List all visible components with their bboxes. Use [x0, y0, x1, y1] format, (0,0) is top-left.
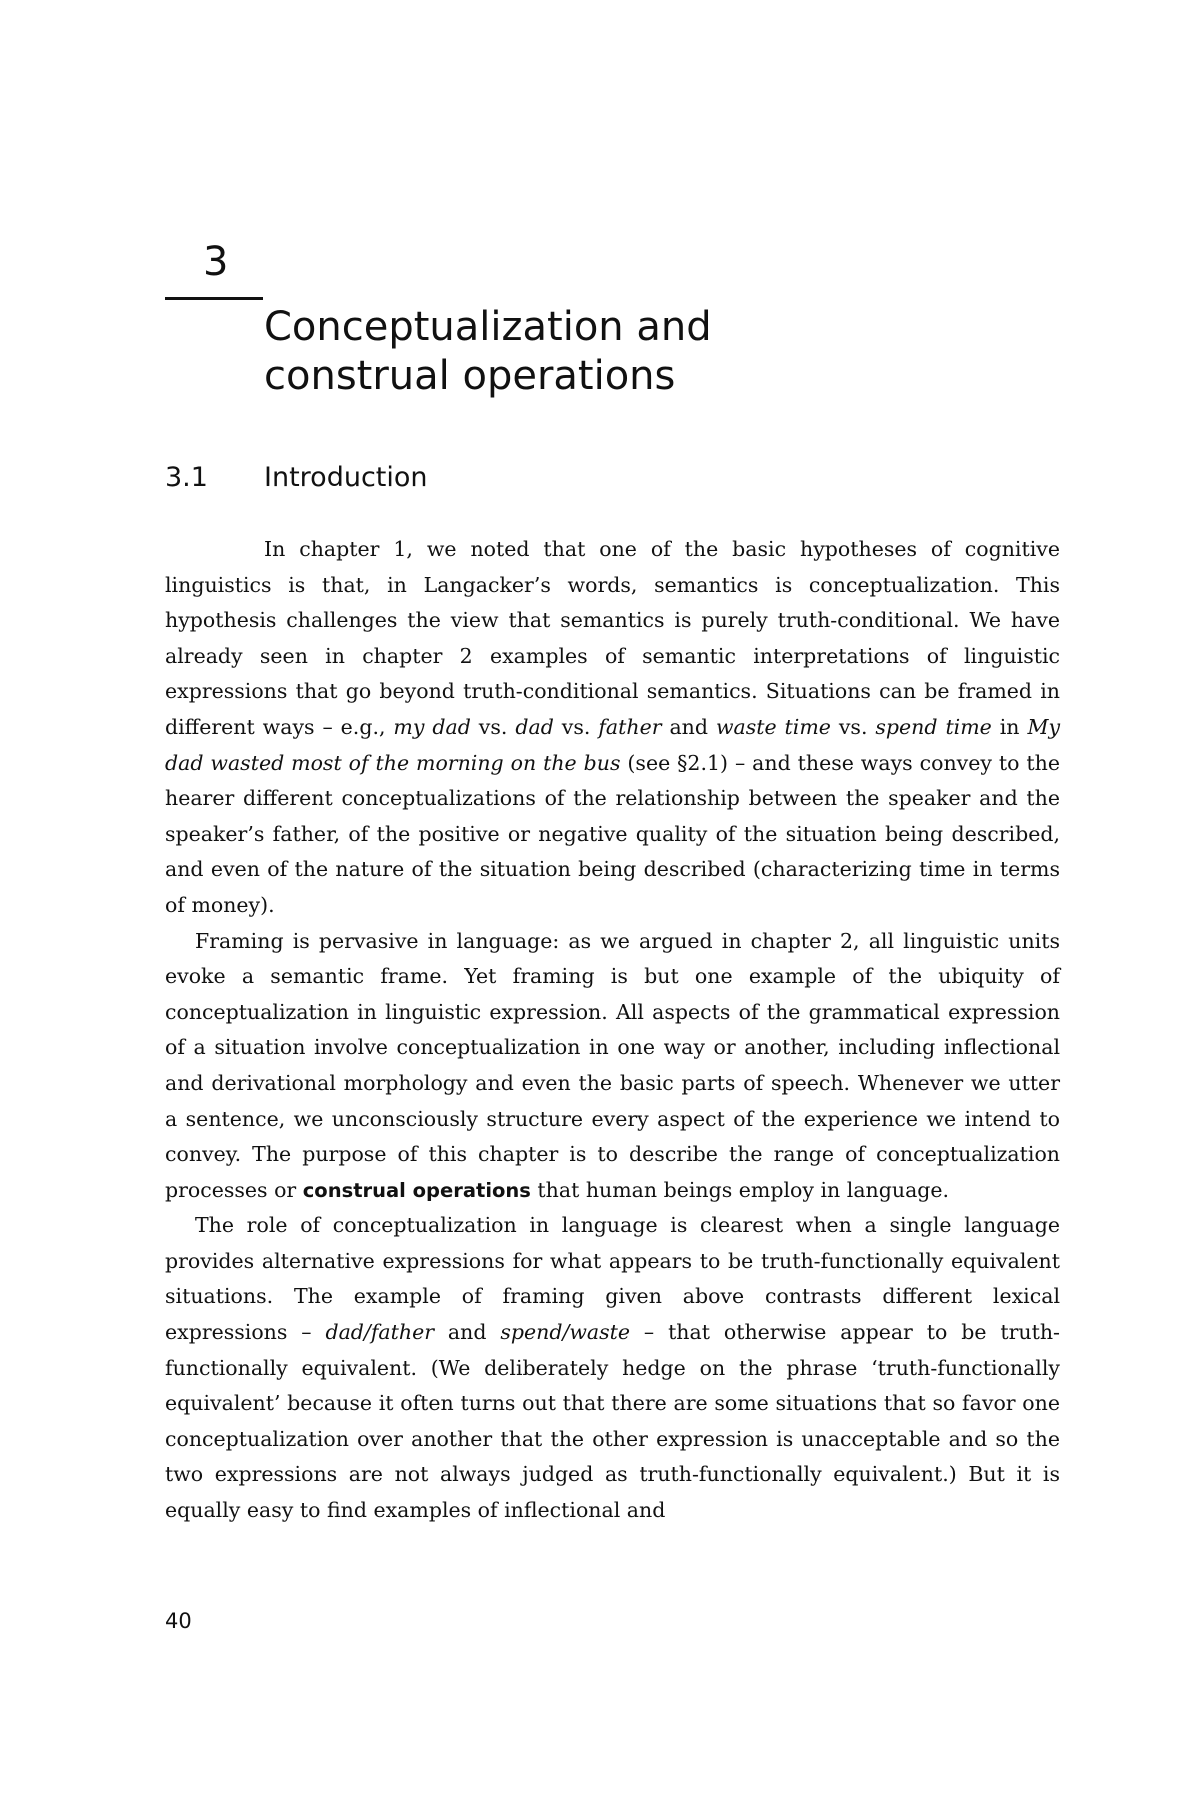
section-heading [165, 460, 1065, 496]
p2-bold-term: construal operations [302, 1178, 531, 1202]
p1-text-b: vs. [470, 714, 516, 739]
p2-text-b: that human beings employ in language. [530, 1177, 950, 1202]
p1-text-e: vs. [830, 714, 876, 739]
body-text [165, 532, 1060, 1529]
paragraph-1 [165, 532, 1060, 924]
section-number: 3.1 [165, 462, 208, 493]
paragraph-3 [165, 1208, 1060, 1528]
p1-text-d: and [661, 714, 716, 739]
chapter-title-line-1: Conceptualization and [264, 304, 712, 350]
p1-italic-5: spend time [875, 714, 992, 739]
p1-italic-4: waste time [715, 714, 831, 739]
p1-text-a: In chapter 1, we noted that one of the basic hypotheses of cognitive linguistics is that, in Langacker’s words, semantics is conceptualization. This hypothesis challenges the view that semantics is purely truth-conditional. We have already seen in chapter 2 examples of semantic interpretations of linguistic expressions that go beyond truth-conditional semantics. Situations can be framed in different ways – e.g., [165, 537, 1060, 739]
p1-italic-6: My dad wasted most of the morning on the bus [165, 714, 1061, 775]
p1-text-g: (see §2.1) – and these ways convey to the hearer different conceptualizations of the relationship between the speaker and the speaker’s father, of the positive or negative quality of the situation being described, and even of the nature of the situation being described (characterizing time in terms of money). [165, 750, 1060, 917]
p3-italic-2: spend/waste [500, 1320, 631, 1345]
p3-text-c: – that otherwise appear to be truth-functionally equivalent. (We deliberately hedge on the phrase ‘truth-functionally equivalent’ because it often turns out that there are some situations that so favor one conceptualization over another that the other expression is unacceptable and so the two expressions are not always judged as truth-functionally equivalent.) But it is equally easy to find examples of inflectional and [165, 1320, 1060, 1523]
p1-italic-3: father [598, 714, 662, 739]
p3-text-a: The role of conceptualization in language is clearest when a single language provides alternative expressions for what appears to be truth-functionally equivalent situations. The example of framing given above contrasts different lexical expressions – [165, 1213, 1060, 1345]
p3-text-b: and [434, 1320, 501, 1345]
p1-italic-1: my dad [393, 714, 471, 739]
page-number: 40 [165, 1609, 192, 1633]
chapter-title-line-2: construal operations [264, 353, 676, 399]
chapter-title [264, 303, 964, 401]
chapter-rule [165, 297, 263, 300]
section-title: Introduction [264, 462, 428, 493]
p1-italic-2: dad [515, 714, 554, 739]
p2-text-a: Framing is pervasive in language: as we argued in chapter 2, all linguistic units evoke a semantic frame. Yet framing is but one example of the ubiquity of conceptualization in linguistic expression. All aspects of the grammatical expression of a situation involve conceptualization in one way or another, including inflectional and derivational morphology and even the basic parts of speech. Whenever we utter a sentence, we unconsciously structure every aspect of the experience we intend to convey. The purpose of this chapter is to describe the range of conceptualization processes or [165, 928, 1060, 1202]
paragraph-2 [165, 924, 1060, 1209]
chapter-number: 3 [203, 239, 229, 285]
p1-text-c: vs. [553, 714, 599, 739]
p3-italic-1: dad/father [325, 1320, 435, 1345]
p1-text-f: in [991, 714, 1028, 739]
